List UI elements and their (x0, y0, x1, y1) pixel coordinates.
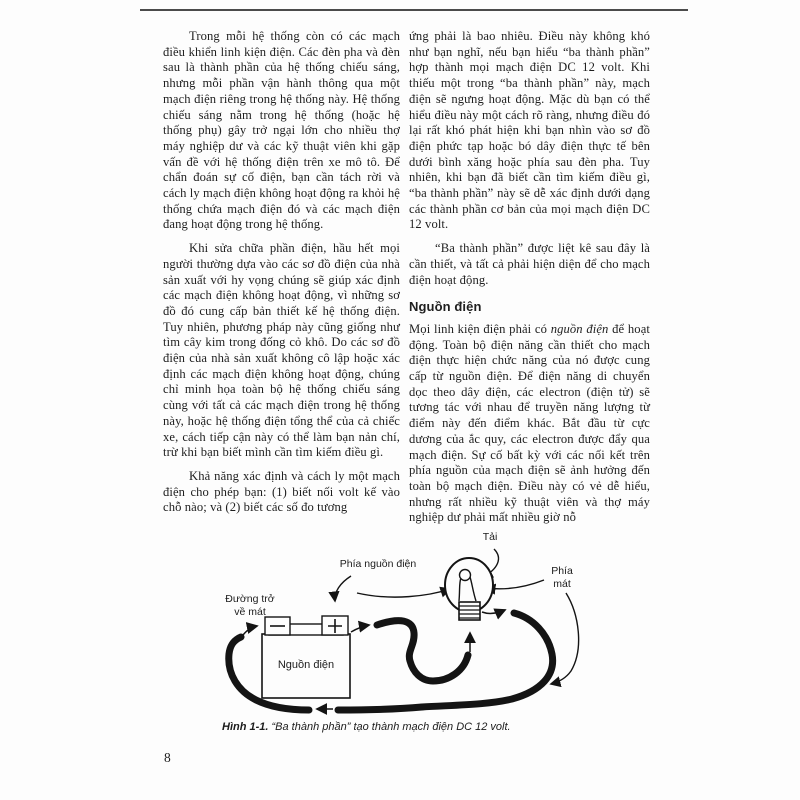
circuit-diagram (140, 520, 680, 730)
label-ground-side (541, 565, 583, 590)
paragraph: “Ba thành phần” được liệt kê sau đây là cần thiết, và tất cả phải hiện diện để cho mạch điện hoạt động. (409, 241, 650, 287)
label-return-path-line1: Đường trở (225, 593, 275, 605)
arrow-label-ground-down (551, 593, 579, 684)
page-number: 8 (164, 750, 171, 765)
paragraph-text: Mọi linh kiện điện phải có (409, 321, 551, 336)
label-ground-side-line1: Phía (551, 565, 573, 577)
paragraph: ứng phải là bao nhiêu. Điều này không khó như bạn nghĩ, nếu bạn hiểu “ba thành phần” hợp thành mọi mạch điện DC 12 volt. Khi thiếu một trong “ba thành phần” này, mạch điện sẽ ngưng hoạt động. Mặc dù bạn có thể hiểu điều này một cách rõ ràng, nhưng điều đó lại rất khó phát hiện khi bạn nhìn vào sơ đồ điện phức tạp hoặc bó dây điện thực tế bên dưới bình xăng hoặc phía sau đèn pha. Tuy nhiên, khi bạn đã biết cần tìm kiếm điều gì, “ba thành phần” này sẽ dễ xác định dưới dạng các thành phần cơ bản của mọi mạch điện DC 12 volt. (409, 29, 650, 232)
paragraph: Trong mỗi hệ thống còn có các mạch điều khiển linh kiện điện. Các đèn pha và đèn sau là thành phần của hệ thống chiếu sáng, nhưng mỗi phần vận hành thông qua một mạch điện riêng trong hệ thống này. Hệ thống chiếu sáng nằm trong hệ thống (hoặc hệ thống phụ) gây trở ngại lớn cho nhiều thợ máy nghiệp dư và các kỹ thuật viên khi gặp vấn đề với hệ thống điện trên xe mô tô. Để chẩn đoán sự cố điện, bạn cần tách rời và cách ly mạch điện không hoạt động ra khỏi hệ thống chứa mạch điện đó và các mạch điện đang hoạt động trong hệ thống. (163, 29, 400, 232)
label-source-side: Phía nguồn điện (339, 558, 417, 570)
paragraph-text: để hoạt động. Toàn bộ điện năng cần thiết cho mạch điện thực hiện chức năng của nó được cung cấp từ nguồn điện. Để điện năng di chuyển dọc theo dây điện, các electron (điện tử) sẽ tương tác với nhau để truyền năng lượng từ điểm này đến điểm khác. Bắt đầu từ cực dương của ắc quy, các electron được đẩy qua mạch điện. Sự cố bất kỳ với các nối kết trên phía nguồn của mạch điện sẽ ảnh hưởng đến toàn bộ mạch điện. Điều này có vẻ dễ hiểu, nhưng rất nhiều kỹ thuật viên và thợ máy nghiệp dư phải mất nhiều giờ nỗ (409, 321, 650, 525)
wire-source-side (377, 621, 468, 681)
label-load: Tải (482, 531, 498, 543)
arrow-label-source-to-bulb (357, 589, 450, 597)
arrow-into-left-terminal (243, 626, 257, 635)
arrow-positive-out (351, 625, 369, 632)
paragraph: Khả năng xác định và cách ly một mạch điện cho phép bạn: (1) biết nối volt kế vào chỗ nào; và (2) biết các số đo tương (163, 468, 400, 515)
paragraph: Khi sửa chữa phần điện, hầu hết mọi người thường dựa vào các sơ đồ điện của nhà sản xuất với hy vọng chúng sẽ giúp xác định các mạch điện không hoạt động, vì những sơ đồ đó cung cấp bản thiết kế hệ thống điện. Tuy nhiên, phương pháp này cũng giống như tìm cây kim trong đống cỏ khô. Do các sơ đồ điện của nhà sản xuất không cô lập hoặc xác định các mạch điện không hoạt động, chúng chỉ minh họa toàn bộ hệ thống chiếu sáng cùng với tất cả các mạch điện trong hệ thống này, hoặc hệ thống điện tổng thể của cả chiếc xe, cách tiếp cận này có thể làm bạn nản chí, trừ khi bạn biết mình cần tìm kiếm điều gì. (163, 241, 400, 460)
figure-caption (222, 721, 567, 733)
arrow-label-ground-to-bulb (486, 580, 544, 589)
label-battery: Nguồn điện (277, 659, 335, 671)
light-bulb-icon (445, 558, 493, 620)
wire-bottom-right (338, 707, 422, 710)
arrow-label-source-down (335, 576, 351, 601)
wire-ground-side (422, 613, 553, 707)
label-return-path (212, 593, 288, 618)
label-ground-side-line2: mát (553, 577, 571, 590)
battery-symbol (262, 616, 350, 698)
label-return-path-line2: về mát (234, 605, 266, 618)
figure-caption-number: Hình 1-1. (222, 721, 269, 733)
section-heading-power-source: Nguồn điện (409, 299, 482, 315)
figure-caption-text: “Ba thành phần” tạo thành mạch điện DC 12 volt. (268, 721, 511, 733)
arrow-base-to-ground-wire (482, 610, 505, 613)
emphasized-term: nguồn điện (550, 321, 609, 336)
